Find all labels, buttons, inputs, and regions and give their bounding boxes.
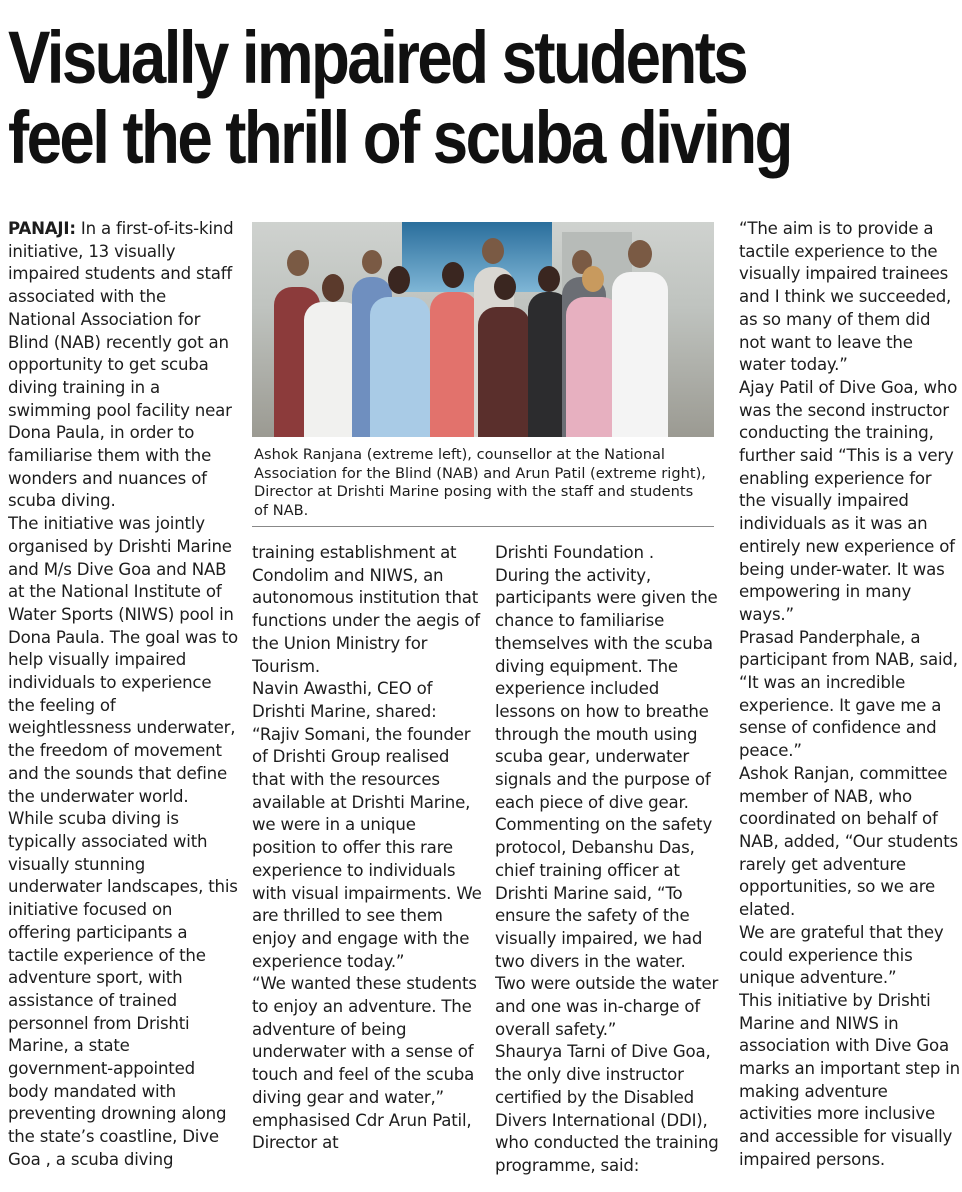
- paragraph: “We wanted these students to enjoy an adventure. The adventure of being underwater with a sense of touch and feel of the scuba diving gear and water,” emphasised Cdr Arun Patil, Director at: [252, 974, 477, 1153]
- paragraph: During the activity, participants were given the chance to familiarise themselves with the scuba diving equipment. The experience included lessons on how to breathe through the mouth using scuba gear, underwater signals and the purpose of each piece of dive gear.: [495, 565, 718, 812]
- headline: [8, 18, 958, 178]
- paragraph-text: In a first-of-its-kind initiative, 13 visually impaired students and staff associated with the National Association for Blind (NAB) recently got an opportunity to get scuba diving training in a swimming pool facility near Dona Paula, in order to familiarise them with the wonders and nuances of scuba diving.: [8, 219, 234, 511]
- photo-head: [582, 266, 604, 292]
- photo-head: [287, 250, 309, 276]
- article-column-4: [739, 218, 961, 1178]
- paragraph: Shaurya Tarni of Dive Goa, the only dive instructor certified by the Disabled Divers International (DDI), who conducted the training programme, said:: [495, 1042, 719, 1175]
- headline-line-2: feel the thrill of scuba diving: [8, 96, 791, 179]
- photo-caption: Ashok Ranjana (extreme left), counsellor at the National Association for the Blind (NAB) and Arun Patil (extreme right), Director at Drishti Marine posing with the staff and students of NAB.: [254, 446, 706, 519]
- paragraph: This initiative by Drishti Marine and NIWS in association with Dive Goa marks an important step in making adventure activities more inclusive and accessible for visually impaired persons.: [739, 990, 960, 1169]
- caption-divider: [252, 526, 714, 527]
- paragraph: [8, 218, 238, 513]
- photo-head: [322, 274, 344, 302]
- photo-head: [362, 250, 382, 274]
- photo-head: [482, 238, 504, 264]
- paragraph: The initiative was jointly organised by Drishti Marine and M/s Dive Goa and NAB at the National Institute of Water Sports (NIWS) pool in Dona Paula. The goal was to help visually impaired individuals to experience the feeling of weightlessness underwater, the freedom of movement and the sounds that define the underwater world.: [8, 514, 238, 806]
- photo-head: [494, 274, 516, 300]
- article-column-1: [8, 218, 238, 1178]
- group-photo: [252, 222, 714, 437]
- paragraph: Ajay Patil of Dive Goa, who was the second instructor conducting the training, further said “This is a very enabling experience for the visually impaired individuals as it was an entirely new experience of being under-water. It was empowering in many ways.”: [739, 377, 958, 624]
- article-column-2: [252, 542, 484, 1178]
- paragraph: Prasad Panderphale, a participant from NAB, said, “It was an incredible experience. It gave me a sense of confidence and peace.”: [739, 627, 958, 761]
- paragraph: Navin Awasthi, CEO of Drishti Marine, shared: “Rajiv Somani, the founder of Drishti Group realised that with the resources available at Drishti Marine, we were in a unique position to offer this rare experience to individuals with visual impairments. We are thrilled to see them enjoy and engage with the experience today.”: [252, 679, 482, 971]
- photo-head: [388, 266, 410, 294]
- paragraph: Drishti Foundation .: [495, 543, 654, 562]
- article-column-3: [495, 542, 719, 1178]
- photo-head: [628, 240, 652, 268]
- photo-person: [478, 307, 530, 437]
- paragraph: Commenting on the safety protocol, Debanshu Das, chief training officer at Drishti Marine said, “To ensure the safety of the visually impaired, we had two divers in the water. Two were outside the water and one was in-charge of overall safety.”: [495, 815, 719, 1039]
- photo-person: [370, 297, 430, 437]
- photo-head: [538, 266, 560, 292]
- photo-person: [430, 292, 478, 437]
- headline-line-1: Visually impaired students: [8, 16, 747, 99]
- paragraph: While scuba diving is typically associated with visually stunning underwater landscapes, this initiative focused on offering participants a tactile experience of the adventure sport, with assistance of trained personnel from Drishti Marine, a state government-appointed body mandated with preventing drowning along the state’s coastline, Dive Goa , a scuba diving: [8, 809, 238, 1169]
- paragraph: training establishment at Condolim and NIWS, an autonomous institution that functions under the aegis of the Union Ministry for Tourism.: [252, 543, 480, 676]
- paragraph: We are grateful that they could experience this unique adventure.”: [739, 922, 944, 988]
- photo-head: [442, 262, 464, 288]
- photo-person: [612, 272, 668, 437]
- dateline: PANAJI:: [8, 219, 76, 238]
- paragraph: “The aim is to provide a tactile experience to the visually impaired trainees and I think we succeeded, as so many of them did not want to leave the water today.”: [739, 219, 952, 375]
- paragraph: Ashok Ranjan, committee member of NAB, who coordinated on behalf of NAB, added, “Our students rarely get adventure opportunities, so we are elated.: [739, 763, 958, 920]
